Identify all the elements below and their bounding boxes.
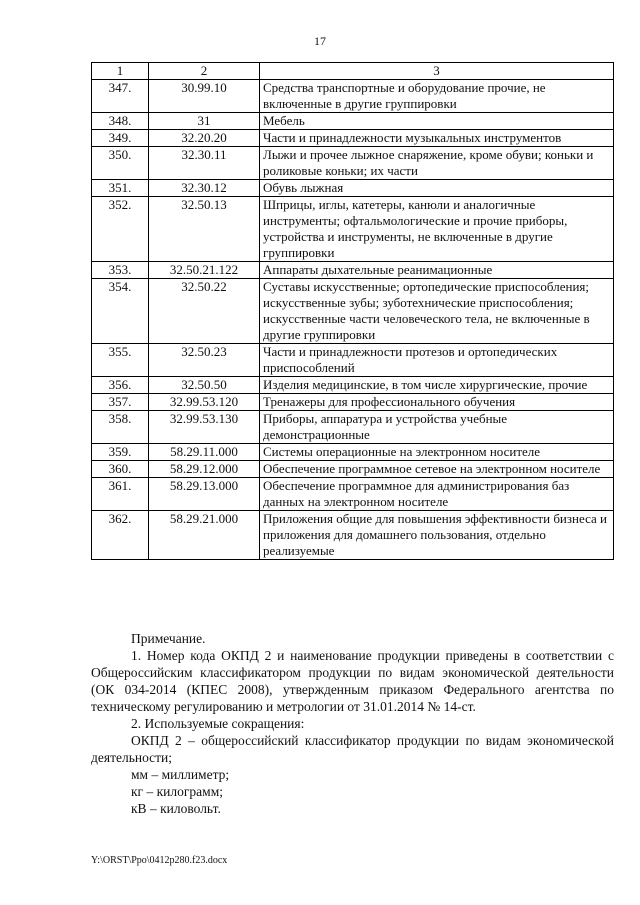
column-header-name: 3 <box>260 63 614 80</box>
product-name: Приборы, аппаратура и устройства учебные демонстрационные <box>260 411 614 444</box>
column-header-number: 1 <box>92 63 149 80</box>
product-name: Части и принадлежности протезов и ортопедических приспособлений <box>260 344 614 377</box>
table-row <box>92 279 614 344</box>
table-row <box>92 377 614 394</box>
product-code: 32.50.50 <box>149 377 260 394</box>
table-row <box>92 511 614 560</box>
row-number: 355. <box>92 344 149 377</box>
product-code: 32.30.12 <box>149 180 260 197</box>
notes-heading: Примечание. <box>131 631 206 646</box>
abbreviation-kv: кВ – киловольт. <box>131 801 221 816</box>
abbreviation-mm: мм – миллиметр; <box>131 767 230 782</box>
product-code: 32.50.21.122 <box>149 262 260 279</box>
table-row <box>92 197 614 262</box>
product-name: Приложения общие для повышения эффективности бизнеса и приложения для домашнего пользования, отдельно реализуемые <box>260 511 614 560</box>
row-number: 360. <box>92 461 149 478</box>
product-name: Лыжи и прочее лыжное снаряжение, кроме обуви; коньки и роликовые коньки; их части <box>260 147 614 180</box>
table-row <box>92 147 614 180</box>
file-path-footer: Y:\ORST\Ppo\0412p280.f23.docx <box>91 855 228 866</box>
table-row <box>92 262 614 279</box>
row-number: 353. <box>92 262 149 279</box>
product-code: 32.99.53.130 <box>149 411 260 444</box>
product-name: Части и принадлежности музыкальных инструментов <box>260 130 614 147</box>
table-row <box>92 411 614 444</box>
product-code: 58.29.21.000 <box>149 511 260 560</box>
product-code: 32.99.53.120 <box>149 394 260 411</box>
table-row <box>92 444 614 461</box>
row-number: 354. <box>92 279 149 344</box>
product-name: Шприцы, иглы, катетеры, канюли и аналогичные инструменты; офтальмологические и прочие приборы, устройства и инструменты, не включенные в другие группировки <box>260 197 614 262</box>
table-row <box>92 478 614 511</box>
row-number: 351. <box>92 180 149 197</box>
row-number: 361. <box>92 478 149 511</box>
product-code: 32.50.22 <box>149 279 260 344</box>
table-row <box>92 461 614 478</box>
product-code: 32.50.13 <box>149 197 260 262</box>
note-item-1: 1. Номер кода ОКПД 2 и наименование продукции приведены в соответствии с Общероссийским классификатором продукции по видам экономической деятельности (ОК 034-2014 (КПЕС 2008), утвержденным приказом Федерального агентства по техническому регулированию и метрологии от 31.01.2014 № 14-ст. <box>91 648 614 714</box>
product-code: 30.99.10 <box>149 80 260 113</box>
table-row <box>92 113 614 130</box>
product-name: Обувь лыжная <box>260 180 614 197</box>
note-item-2: 2. Используемые сокращения: <box>131 716 305 731</box>
row-number: 358. <box>92 411 149 444</box>
table-body <box>92 80 614 560</box>
table-header-row <box>92 63 614 80</box>
product-name: Системы операционные на электронном носителе <box>260 444 614 461</box>
column-header-code: 2 <box>149 63 260 80</box>
products-table <box>91 62 614 560</box>
product-code: 31 <box>149 113 260 130</box>
product-code: 58.29.11.000 <box>149 444 260 461</box>
row-number: 362. <box>92 511 149 560</box>
product-code: 58.29.13.000 <box>149 478 260 511</box>
row-number: 349. <box>92 130 149 147</box>
abbreviation-kg: кг – килограмм; <box>131 784 223 799</box>
product-name: Аппараты дыхательные реанимационные <box>260 262 614 279</box>
page-number: 17 <box>314 34 326 48</box>
product-code: 32.50.23 <box>149 344 260 377</box>
table-row <box>92 80 614 113</box>
table-row <box>92 130 614 147</box>
product-name: Обеспечение программное для администрирования баз данных на электронном носителе <box>260 478 614 511</box>
abbreviation-okpd: ОКПД 2 – общероссийский классификатор продукции по видам экономической деятельности; <box>91 733 614 765</box>
notes-section <box>91 630 614 817</box>
table-row <box>92 394 614 411</box>
table-row <box>92 180 614 197</box>
row-number: 348. <box>92 113 149 130</box>
product-name: Суставы искусственные; ортопедические приспособления; искусственные зубы; зуботехнические приспособления; искусственные части человеческого тела, не включенные в другие группировки <box>260 279 614 344</box>
product-code: 58.29.12.000 <box>149 461 260 478</box>
product-name: Тренажеры для профессионального обучения <box>260 394 614 411</box>
row-number: 359. <box>92 444 149 461</box>
product-code: 32.20.20 <box>149 130 260 147</box>
product-name: Изделия медицинские, в том числе хирургические, прочие <box>260 377 614 394</box>
row-number: 350. <box>92 147 149 180</box>
row-number: 352. <box>92 197 149 262</box>
product-name: Обеспечение программное сетевое на электронном носителе <box>260 461 614 478</box>
product-name: Мебель <box>260 113 614 130</box>
row-number: 356. <box>92 377 149 394</box>
row-number: 347. <box>92 80 149 113</box>
product-code: 32.30.11 <box>149 147 260 180</box>
product-name: Средства транспортные и оборудование прочие, не включенные в другие группировки <box>260 80 614 113</box>
table-row <box>92 344 614 377</box>
row-number: 357. <box>92 394 149 411</box>
